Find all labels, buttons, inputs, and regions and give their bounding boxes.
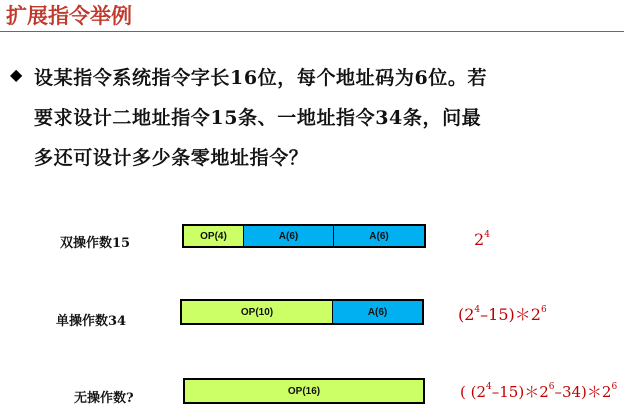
result-part: –15)＊2 — [491, 383, 549, 401]
result-one-operand — [458, 302, 547, 325]
question-line: 多还可设计多少条零地址指令？ — [34, 147, 309, 169]
question-line: 设某指令系统指令字长16位，每个地址码为6位。若 — [34, 67, 488, 89]
row-label-two-operand: 双操作数15 — [60, 236, 131, 251]
result-exponent: 4 — [474, 305, 481, 315]
opcode-field: OP(16) — [185, 380, 423, 402]
opcode-field: OP(4) — [184, 226, 244, 246]
slide-title: 扩展指令举例 — [6, 4, 132, 28]
result-part: (2 — [458, 305, 475, 324]
result-exponent: 6 — [548, 382, 555, 392]
question-text — [34, 58, 594, 178]
address-field: A(6) — [333, 301, 422, 323]
result-base: 2 — [474, 230, 485, 249]
instruction-format-zero-operand — [183, 378, 425, 404]
address-field: A(6) — [334, 226, 424, 246]
opcode-field: OP(10) — [182, 301, 333, 323]
result-part: –15)＊2 — [480, 305, 541, 324]
result-exponent: 4 — [484, 230, 490, 240]
result-two-operand — [474, 230, 490, 249]
result-exponent: 6 — [540, 305, 547, 315]
row-label-zero-operand: 无操作数? — [74, 391, 134, 406]
row-label-one-operand: 单操作数34 — [56, 314, 127, 329]
instruction-format-two-operand — [182, 224, 426, 248]
result-part: –34)＊2 — [554, 383, 612, 401]
instruction-format-one-operand — [180, 299, 424, 325]
diamond-bullet-icon: ◆ — [10, 65, 23, 84]
result-exponent: 4 — [486, 382, 492, 392]
title-underline — [0, 31, 624, 32]
result-zero-operand — [460, 381, 617, 402]
result-part: ( (2 — [460, 383, 487, 401]
address-field: A(6) — [244, 226, 334, 246]
result-exponent: 6 — [611, 382, 618, 392]
question-line: 要求设计二地址指令15条、一地址指令34条，问最 — [34, 107, 482, 129]
